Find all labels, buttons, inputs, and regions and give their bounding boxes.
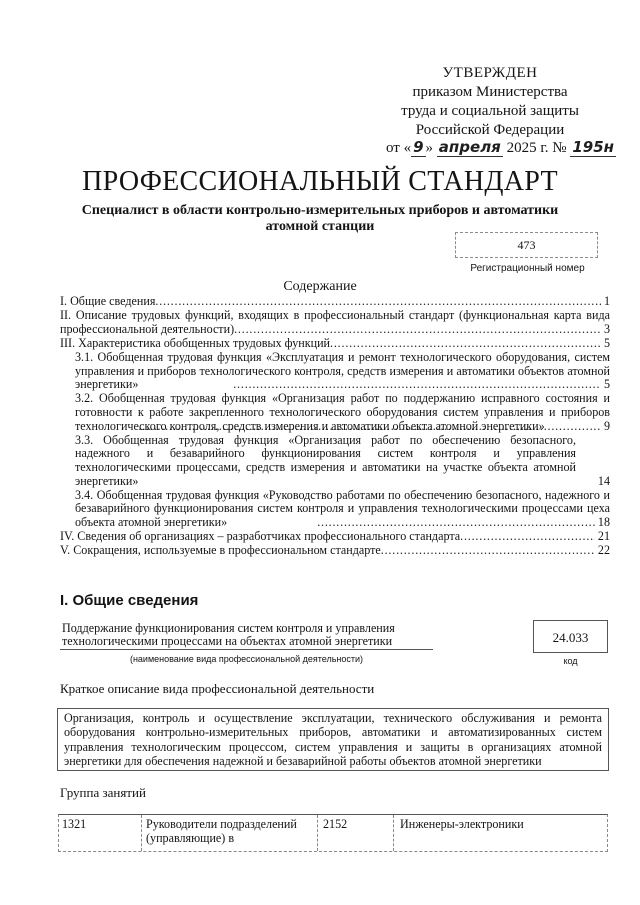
approved-word: УТВЕРЖДЕН [442,65,538,81]
toc-item-page: ..... 5 [60,378,610,392]
toc-item-page: ..... 18 [60,516,610,530]
page-subtitle: Специалист в области контрольно-измерительных приборов и автоматики атомной станции [81,203,559,234]
divider [60,649,433,650]
toc-item[interactable]: IV. Сведения об организациях – разработчиках профессионального стандарта ..... 21 [60,530,610,544]
activity-kind-caption: (наименование вида профессиональной деятельности) [129,654,364,664]
registration-label: Регистрационный номер [470,263,585,274]
group-code: 1321 [62,817,87,831]
handwritten-month: апреля [438,138,501,156]
code-caption: код [563,656,578,666]
brief-description-box: Организация, контроль и осуществление эксплуатации, технического обслуживания и ремонта оборудования контрольно-измерительных приборов, автоматики и автоматизированных систем управления технологическим процессом, систем управления и защиты в организациях атомной энергетики для обеспечения надежной и безаварийной работы объектов атомной энергетики [57,708,609,771]
approval-block [370,64,610,140]
approval-line: труда и социальной защиты [401,103,579,119]
page-title: ПРОФЕССИОНАЛЬНЫЙ СТАНДАРТ [82,166,558,197]
activity-code-box: 24.033 [533,620,608,653]
activity-kind-name: Поддержание функционирования систем контроля и управления технологическими процессами на объектах атомной энергетики [62,621,395,648]
handwritten-day: 9 [413,138,424,156]
table-of-contents [60,295,610,558]
toc-item[interactable]: 3.1. Обобщенная трудовая функция «Эксплуатация и ремонт технологического оборудования, систем управления и приборов технологического контроля, средств измерения и автоматики объектов атомной энергетики» [75,349,610,392]
toc-item-page: ..... 3 [60,323,610,337]
toc-item[interactable]: 3.3. Обобщенная трудовая функция «Организация работ по обеспечению безопасного, надежного и безаварийного функционирования систем контроля и управления технологическими процессами, средств измерения и автоматики на участке объекта атомной энергетики» [75,432,576,488]
brief-description-heading: Краткое описание вида профессиональной деятельности [60,681,375,696]
toc-item-page: 14 [597,473,610,488]
toc-heading: Содержание [283,279,357,294]
occupation-group-heading: Группа занятий [60,785,146,800]
toc-item-page: ..... 9 [60,420,610,434]
toc-item[interactable]: III. Характеристика обобщенных трудовых функций ..... 5 [60,337,610,351]
toc-item[interactable]: I. Общие сведения ..... 1 [60,295,610,309]
occupation-group-table [58,814,608,852]
divider [141,815,142,851]
approval-line: Российской Федерации [415,122,565,138]
divider [393,815,394,851]
approval-line: приказом Министерства [412,84,568,100]
registration-number-box: 473 [455,232,598,258]
toc-item[interactable]: II. Описание трудовых функций, входящих в профессиональный стандарт (функциональная карта вида профессиональной деятельности) [60,308,610,336]
group-name: Руководители подразделений (управляющие) в [146,817,297,845]
group-name: Инженеры-электроники [400,817,524,831]
toc-item[interactable]: 3.4. Обобщенная трудовая функция «Руководство работами по обеспечению безопасного, надежного и безаварийного функционирования систем контроля и управления технологическими процессами цеха объекта атомной энергетики» [75,487,610,529]
section-heading: I. Общие сведения [60,592,199,609]
group-code: 2152 [323,817,348,831]
toc-item[interactable]: 3.2. Обобщенная трудовая функция «Организация работ по поддержанию исправного состояния и готовности к работе закрепленного технологического оборудования систем управления и приборов технологического контроля, средств измерения и автоматики объекта атомной энергетики» [75,391,610,433]
handwritten-number: 195н [572,138,615,156]
order-date-line: от « 9 » апреля 2025 г. № 195н [386,138,615,156]
divider [317,815,318,851]
toc-item[interactable]: V. Сокращения, используемые в профессиональном стандарте ..... 22 [60,544,610,558]
